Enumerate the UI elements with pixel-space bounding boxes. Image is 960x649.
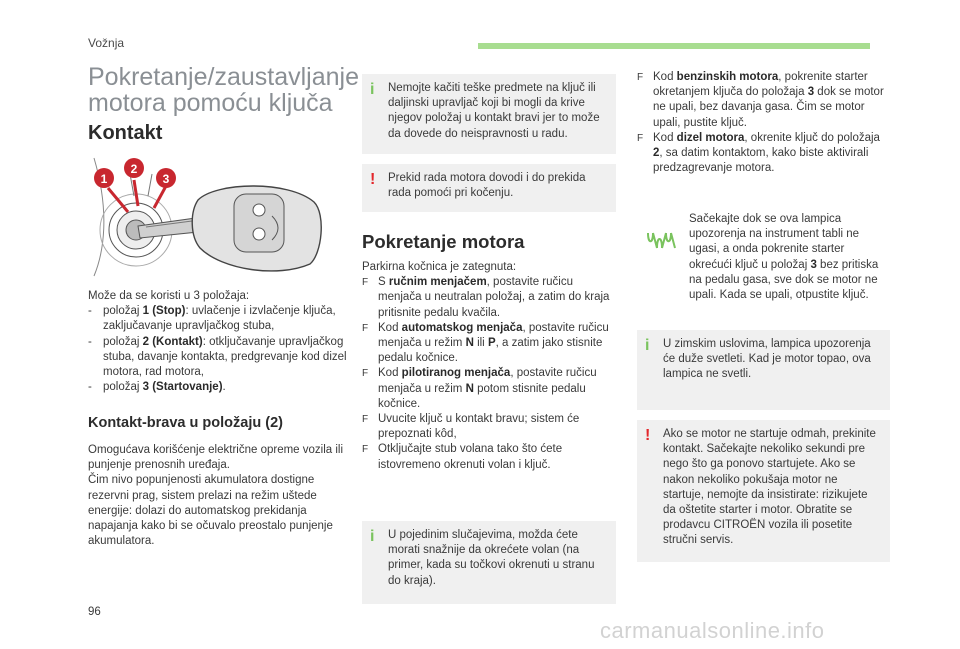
glow-plug-icon — [645, 230, 677, 250]
kontakt-brava-text: Omogućava korišćenje električne opreme vozila ili punjenje prenosnih uređaja. Čim nivo popunjenosti akumulatora dostigne rezervni prag, sistem prelazi na režim uštede energije: dolazi do automatskog prekidanja napajanja kako bi se očuvalo preostalo punjenje akumulatora. — [88, 444, 344, 548]
step-list — [362, 275, 616, 473]
callout-1 — [94, 168, 114, 188]
bullet-icon: F — [362, 414, 369, 426]
section-label: Vožnja — [88, 36, 125, 50]
key-position-item: - položaj 3 (Startovanje). — [88, 381, 226, 394]
glow-plug-lamp-text: Sačekajte dok se ova lampica upozorenja na instrument tabli ne ugasi, a onda pokrenite starter okrećući ključ u položaj 3 bez pritiska na pedalu gasa, sve dok se motor ne upali. Kada se upali, otpustite ključ. — [689, 213, 879, 302]
callout-1-label: 1 — [100, 172, 108, 186]
heading-kontakt-brava: Kontakt-brava u položaju (2) — [88, 415, 283, 431]
heading-pokretanje-motora: Pokretanje motora — [362, 231, 525, 252]
info-icon: i — [370, 81, 375, 98]
bullet-icon: F — [362, 368, 369, 380]
list-item: F Otključajte stub volana tako što ćete istovremeno okrenuti volan i ključ. — [362, 443, 563, 471]
key-fob — [192, 186, 321, 271]
callout-arrows — [108, 180, 166, 212]
list-item: F Kod benzinskih motora, pokrenite starter okretanjem ključa do položaja 3 dok se motor ne upali, bez davanja gasa. Čim se motor upali, pustite ključ. — [637, 71, 884, 129]
bullet-icon: F — [362, 444, 369, 456]
list-item: F Kod dizel motora, okrenite ključ do položaja 2, sa datim kontaktom, kako biste aktivirali predzagrevanje motora. — [637, 131, 880, 175]
callout-3 — [156, 168, 176, 188]
key-positions-intro: Može da se koristi u 3 položaja: — [88, 290, 250, 302]
heading-kontakt: Kontakt — [88, 122, 163, 144]
watermark[interactable]: carmanualsonline.info — [600, 618, 825, 643]
warning-braking: ! Prekid rada motora dovodi i do prekida rada pomoći pri kočenju. — [362, 164, 616, 212]
warning-icon: ! — [370, 171, 376, 188]
note-winter: i U zimskim uslovima, lampica upozorenja će duže svetleti. Kad je motor topao, ova lampica ne svetli. — [637, 330, 890, 410]
note-heavy-objects: i Nemojte kačiti teške predmete na ključ ili daljinski upravljač koji bi mogli da krive njegov položaj u kontakt bravi jer to može da dovede do neispravnosti u radu. — [362, 74, 616, 154]
page-number: 96 — [88, 606, 101, 618]
bullet-icon: F — [637, 72, 644, 83]
page-title: Pokretanje/zaustavljanje motora pomoću ključa — [88, 63, 359, 117]
callout-2 — [124, 158, 144, 178]
key-position-item: - položaj 2 (Kontakt): otključavanje upravljačkog stuba, davanje kontakta, predgrevanje kod dizel motora, rad motora, — [88, 335, 347, 379]
section-rule — [478, 43, 870, 49]
info-icon: i — [370, 528, 375, 545]
engine-start-intro: Parkirna kočnica je zategnuta: — [362, 261, 517, 273]
engine-type-list — [637, 70, 891, 176]
engine-type-steps — [637, 70, 891, 176]
engine-start-steps — [362, 260, 616, 473]
key-positions — [88, 289, 350, 395]
key-ignition-illustration — [88, 152, 330, 282]
bullet-icon: F — [362, 322, 369, 334]
warning-no-start: ! Ako se motor ne startuje odmah, prekinite kontakt. Sačekajte nekoliko sekundi pre nego što ga ponovo startujete. Ako se nakon nekoliko pokušaja motor ne startuje, nemojte da insistirate: rizikujete da oštetite starter i motor. Obratite se prodavcu CITROËN vozila ili posetite stručni servis. — [637, 420, 890, 562]
warning-icon: ! — [645, 427, 651, 444]
list-item: F Uvucite ključ u kontakt bravu; sistem će prepoznati kôd, — [362, 413, 580, 441]
key-position-item: - položaj 1 (Stop): uvlačenje i izvlačenje ključa, zaključavanje upravljačkog stuba, — [88, 305, 336, 333]
callout-2-label: 2 — [130, 162, 138, 176]
info-icon: i — [645, 337, 650, 354]
list-item: F Kod pilotiranog menjača, postavite ručicu menjača u režim N potom stisnite pedalu kočnice. — [362, 367, 597, 410]
list-item: F S ručnim menjačem, postavite ručicu menjača u neutralan položaj, a zatim do kraja pritisnite pedalu kvačila. — [362, 276, 610, 319]
list-item: F Kod automatskog menjača, postavite ručicu menjača u režim N ili P, a zatim jako stisnite pedalu kočnice. — [362, 321, 609, 365]
callout-3-label: 3 — [162, 172, 170, 186]
bullet-icon: F — [637, 132, 644, 144]
note-steering: i U pojedinim slučajevima, možda ćete morati snažnije da okrećete volan (na primer, kada su točkovi okrenuti u stranu do kraja). — [362, 521, 616, 604]
glow-plug-lamp-panel — [637, 204, 890, 323]
bullet-icon: F — [362, 277, 369, 289]
